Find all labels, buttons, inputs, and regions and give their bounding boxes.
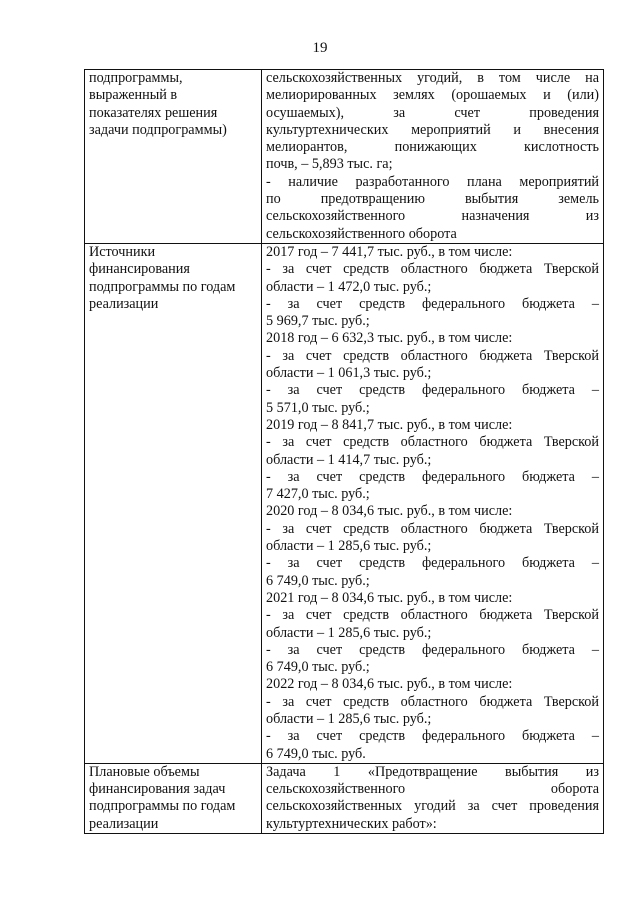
label-line: финансирования [89, 261, 190, 278]
label-line: показателях решения [89, 104, 218, 121]
content-line: - за счет средств областного бюджета Тверской [266, 434, 599, 451]
content-line: сельскохозяйственных угодий, в том числе на [266, 70, 599, 86]
content-line: - за счет средств областного бюджета Тверской [266, 261, 599, 278]
content-line: осушаемых), за счет проведения [266, 104, 599, 121]
table-row [85, 70, 604, 244]
content-line: мелиорированных землях (орошаемых и (или) [266, 87, 599, 104]
label-line: задачи подпрограммы) [89, 121, 227, 138]
label-line: реализации [89, 295, 159, 312]
content-line: - за счет средств федерального бюджета – [266, 555, 599, 572]
content-line: - за счет средств федерального бюджета – [266, 728, 599, 745]
content-line: - за счет средств областного бюджета Тверской [266, 607, 599, 624]
content-line: 6 749,0 тыс. руб.; [266, 659, 370, 676]
content-line: 2019 год – 8 841,7 тыс. руб., в том числе: [266, 416, 513, 433]
content-line: области – 1 414,7 тыс. руб.; [266, 451, 432, 468]
content-line: 2020 год – 8 034,6 тыс. руб., в том числе: [266, 503, 513, 520]
table-row [85, 243, 604, 763]
row-content-cell [262, 243, 604, 763]
content-line: 2018 год – 6 632,3 тыс. руб., в том числе: [266, 330, 513, 347]
content-line: - за счет средств федерального бюджета – [266, 641, 599, 658]
row-label-cell [85, 243, 262, 763]
content-line: 2022 год – 8 034,6 тыс. руб., в том числе: [266, 676, 513, 693]
content-line: - за счет средств федерального бюджета – [266, 382, 599, 399]
content-line: 2021 год – 8 034,6 тыс. руб., в том числе: [266, 589, 513, 606]
row-label-cell [85, 70, 262, 244]
row-content-cell [262, 70, 604, 244]
content-line: - за счет средств федерального бюджета – [266, 295, 599, 312]
label-line: Источники [89, 243, 156, 260]
content-line: 6 749,0 тыс. руб.; [266, 572, 370, 589]
content-line: области – 1 472,0 тыс. руб.; [266, 278, 432, 295]
content-line: - за счет средств областного бюджета Тверской [266, 520, 599, 537]
content-line: 7 427,0 тыс. руб.; [266, 486, 370, 503]
content-line: - наличие разработанного плана мероприятий [266, 173, 599, 190]
content-line: области – 1 285,6 тыс. руб.; [266, 624, 432, 641]
label-line: подпрограммы по годам [89, 798, 236, 815]
content-line: Задача 1 «Предотвращение выбытия из [266, 763, 599, 780]
page-number: 19 [312, 40, 328, 56]
content-line: области – 1 285,6 тыс. руб.; [266, 710, 432, 727]
content-line: культуртехнических мероприятий и внесения [266, 121, 599, 138]
table-row [85, 763, 604, 833]
label-line: подпрограммы, [89, 70, 183, 86]
label-line: финансирования задач [89, 781, 226, 798]
content-line: 6 749,0 тыс. руб. [266, 745, 366, 762]
content-line: 5 969,7 тыс. руб.; [266, 313, 370, 330]
content-line: 5 571,0 тыс. руб.; [266, 399, 370, 416]
content-line: - за счет средств областного бюджета Тверской [266, 347, 599, 364]
content-line: сельскохозяйственного оборота [266, 225, 457, 242]
content-line: сельскохозяйственного оборота [266, 781, 599, 798]
content-line: 2017 год – 7 441,7 тыс. руб., в том числе: [266, 243, 513, 260]
row-label-cell [85, 763, 262, 833]
passport-table [84, 69, 604, 834]
label-line: подпрограммы по годам [89, 278, 236, 295]
content-line: мелиорантов, понижающих кислотность [266, 139, 599, 156]
row-content-cell [262, 763, 604, 833]
content-line: сельскохозяйственного назначения из [266, 208, 599, 225]
content-line: почв, – 5,893 тыс. га; [266, 156, 393, 173]
content-line: сельскохозяйственных угодий за счет проведения [266, 798, 599, 815]
content-line: - за счет средств областного бюджета Тверской [266, 693, 599, 710]
label-line: Плановые объемы [89, 763, 200, 780]
content-line: области – 1 061,3 тыс. руб.; [266, 365, 432, 382]
content-line: области – 1 285,6 тыс. руб.; [266, 538, 432, 555]
label-line: реализации [89, 815, 159, 832]
content-line: - за счет средств федерального бюджета – [266, 468, 599, 485]
content-line: культуртехнических работ»: [266, 815, 437, 832]
content-line: по предотвращению выбытия земель [266, 191, 599, 208]
label-line: выраженный в [89, 87, 178, 104]
